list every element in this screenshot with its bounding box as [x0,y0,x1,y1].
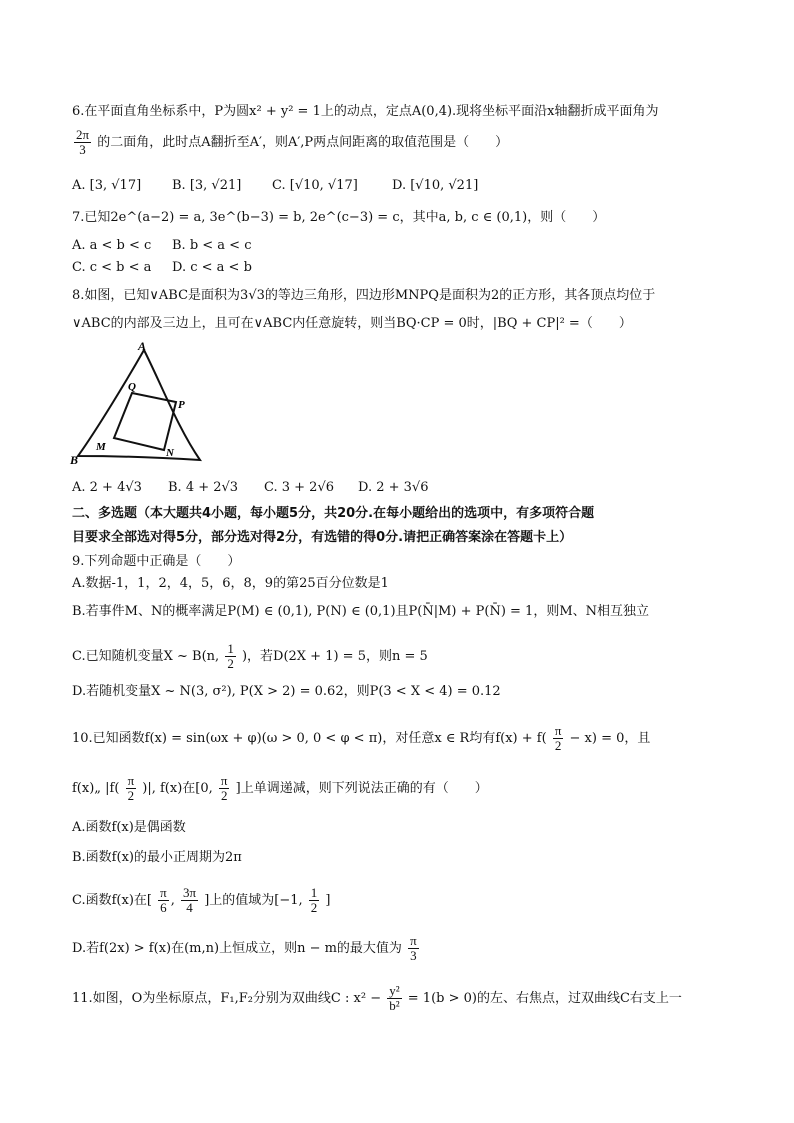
q6-option-b: B. [3, √21] [172,178,242,193]
q9-c-num: 1 [227,641,234,656]
q9-option-c [72,642,428,671]
q6-line2 [72,128,508,157]
q9-option-a: A.数据-1，1，2，4，5，6，8，9的第25百分位数是1 [72,576,389,591]
q10-stem-num: π [554,723,562,738]
q10-option-b: B.函数f(x)的最小正周期为2π [72,850,242,865]
q9-option-d: D.若随机变量X ~ N(3, σ²), P(X > 2) = 0.62，则P(3 < X < 4) = 0.12 [72,684,501,699]
q10-d-num: π [410,933,417,948]
q10-c-num-1: π [160,885,167,900]
q6-option-d: D. [√10, √21] [392,178,479,193]
q7-option-d: D. c < a < b [172,260,252,275]
section2-line1: 二、多选题（本大题共4小题，每小题5分，共20分.在每小题给出的选项中，有多项符合题 [72,506,595,521]
q10-stem [72,724,650,753]
q8-option-d: D. 2 + 3√6 [358,480,429,495]
q10-c-post: ] [325,893,331,908]
q10-c-fraction-1 [158,886,169,915]
label-q: Q [128,381,136,393]
label-a: A [138,339,147,353]
q8-option-b: B. 4 + 2√3 [168,480,239,495]
q10-c-mid: ]上的值域为[−1, [204,893,303,908]
q10-line2-num-1: π [127,773,135,788]
q10-c-den-2: 4 [186,900,193,915]
q10-line2-den-1: 2 [127,788,135,803]
label-p: P [178,399,185,411]
q10-c-fraction-3 [309,886,320,915]
q10-line2-fraction-2 [219,774,230,803]
q10-c-pre: C.函数f(x)在[ [72,893,152,908]
q7-option-a: A. a < b < c [72,238,152,253]
q10-stem-pre: 10.已知函数f(x) = sin(ωx + φ)(ω > 0, 0 < φ < π)，对任意x ∈ R均有f(x) + f( [72,731,547,746]
q9-c-post: )，若D(2X + 1) = 5，则n = 5 [241,649,428,664]
square-mnpq [114,393,176,450]
q10-line2 [72,774,488,803]
q8-option-c: C. 3 + 2√6 [264,480,335,495]
q10-stem-post: − x) = 0，且 [569,731,651,746]
q8-line2: ∨ABC的内部及三边上，且可在∨ABC内任意旋转，则当BQ·CP = 0时，|BQ + CP|² =（ ） [72,316,632,331]
q9-c-den: 2 [227,656,234,671]
q11-stem [72,984,682,1013]
q10-c-num-3: 1 [310,885,318,900]
section2-line2: 目要求全部选对得5分，部分选对得2分，有选错的得0分.请把正确答案涂在答题卡上） [72,530,573,545]
q8-option-a: A. 2 + 4√3 [72,480,142,495]
q11-num: y² [389,983,400,998]
q10-d-den: 3 [410,948,417,963]
q10-c-den-3: 2 [310,900,318,915]
q7-option-c: C. c < b < a [72,260,152,275]
label-b: B [70,453,79,467]
q10-option-a: A.函数f(x)是偶函数 [72,820,186,835]
q9-c-pre: C.已知随机变量X ~ B(n, [72,649,220,664]
q9-option-b: B.若事件M、N的概率满足P(M) ∈ (0,1), P(N) ∈ (0,1)且P(N̄|M) + P(N̄) = 1，则M、N相互独立 [72,604,650,619]
q7-stem: 7.已知2e^(a−2) = a, 3e^(b−3) = b, 2e^(c−3) = c，其中a, b, c ∈ (0,1)，则（ ） [72,210,606,225]
q6-line2-text: 的二面角，此时点A翻折至A′，则A′,P两点间距离的取值范围是（ ） [97,135,509,150]
q6-frac-num: 2π [76,127,90,142]
label-m: M [96,441,106,453]
label-n: N [166,447,174,459]
q10-option-c: C.函数f(x)在[ $\frac{\pi}{6}$ , $\frac{3\pi}{4}$ ]上的值域为[−1, $\frac{1}{2}$ ] [72,885,331,915]
q10-c-fraction-2 [181,886,198,915]
q6-option-c: C. [√10, √17] [272,178,358,193]
q11-fraction [387,984,401,1013]
q11-stem-post: = 1(b > 0)的左、右焦点，过双曲线C右支上一 [407,991,682,1006]
q10-stem-fraction [553,724,564,753]
q10-line2-pre: f(x)„ |f( [72,781,120,796]
q6-fraction [74,128,91,157]
q10-option-d [72,934,421,963]
q10-line2-den-2: 2 [220,788,228,803]
q6-line1: 6.在平面直角坐标系中，P为圆x² + y² = 1上的动点，定点A(0,4).现将坐标平面沿x轴翻折成平面角为 [72,104,659,119]
q10-line2-post: ]上单调递减，则下列说法正确的有（ ） [235,781,488,796]
q8-figure [68,338,218,470]
q11-stem-pre: 11.如图，O为坐标原点，F₁,F₂分别为双曲线C : x² − [72,991,382,1006]
q10-stem-den: 2 [554,738,562,753]
q6-option-a: A. [3, √17] [72,178,142,193]
q6-frac-den: 3 [79,142,86,157]
q10-line2-num-2: π [220,773,228,788]
q10-c-num-2: 3π [182,885,197,900]
q10-d-fraction [408,934,419,963]
q8-line1: 8.如图，已知∨ABC是面积为3√3的等边三角形，四边形MNPQ是面积为2的正方形，其各顶点均位于 [72,288,656,303]
q7-option-b: B. b < a < c [172,238,252,253]
q11-den: b² [389,998,400,1013]
q10-c-den-1: 6 [160,900,167,915]
q10-line2-fraction-1 [126,774,137,803]
q9-c-fraction [225,642,236,671]
q9-stem: 9.下列命题中正确是（ ） [72,554,241,569]
q10-line2-mid: )|, f(x)在[0, [142,781,213,796]
q10-d-pre: D.若f(2x) > f(x)在(m,n)上恒成立，则n − m的最大值为 [72,941,402,956]
